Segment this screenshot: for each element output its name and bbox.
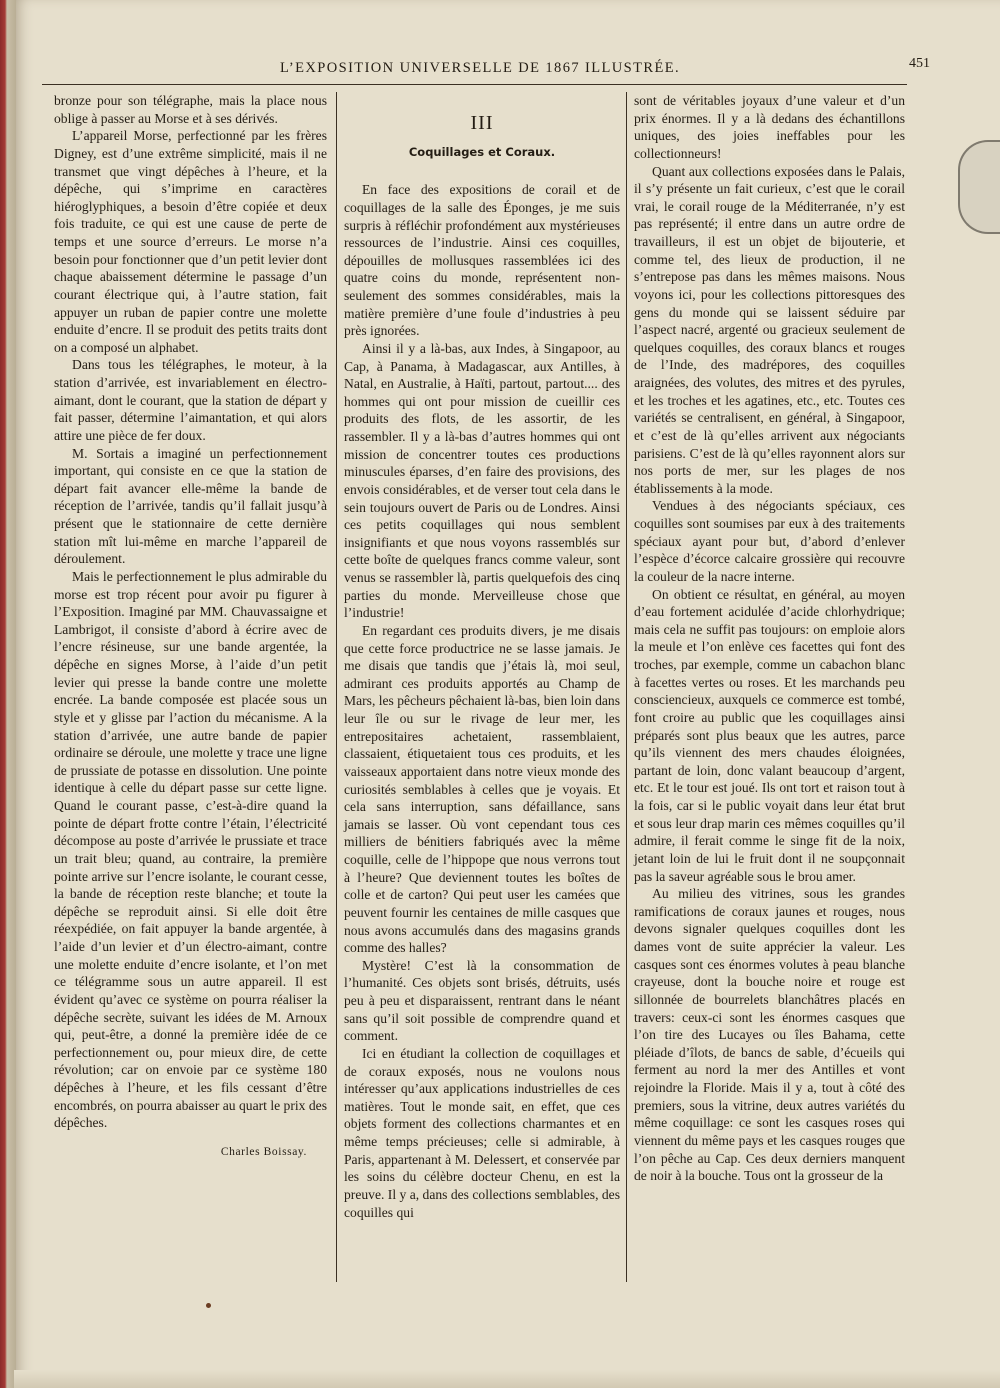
ink-dot (206, 1303, 211, 1308)
page-header (40, 56, 930, 78)
column-2 (344, 92, 620, 1221)
header-rule (42, 84, 907, 85)
section-title: Coquillages et Coraux. (408, 144, 556, 159)
paragraph: En face des expositions de corail et de coquillages de la salle des Éponges, je me suis surpris à réfléchir profondément aux mystérieuses ressources de l’industrie. Ainsi ces coquilles, dépouilles de mollusques rassemblées ici des quatre coins du monde, représentent non-seulement des sommes considérables, mais la matière première d’une foule d’industries à peu près ignorées. (344, 182, 620, 339)
paragraph: sont de véritables joyaux d’une valeur et d’un prix énormes. Il y a là dedans des échantillons uniques, des joies ineffables pour les collectionneurs! (634, 93, 905, 161)
paragraph: Dans tous les télégraphes, le moteur, à la station d’arrivée, est invariablement en électro-aimant, dont le courant, que la station de départ y fait passer, détermine l’aimantation, et qui alors attire une pièce de fer doux. (54, 357, 327, 443)
binding-clip (958, 140, 1000, 234)
column-3 (634, 92, 905, 1185)
author-signature: Charles Boissay. (220, 1145, 307, 1158)
paragraph: L’appareil Morse, perfectionné par les frères Digney, est d’une extrême simplicité, mais il ne transmet que vingt dépêches à l’heure, et la dépêche, qui s’imprime en caractères hiéroglyphiques, a besoin d’être copiée et deux fois traduite, ce qui est une cause de perte de temps et une source d’erreurs. Le morse n’a besoin pour fonctionner que d’un petit levier dont chaque abaissement détermine le passage d’un courant électrique qui, à l’autre station, fait appuyer un ruban de papier contre une molette enduite d’encre. Il se produit des petits traits dont on a composé un alphabet. (54, 128, 327, 355)
paragraph: Mais le perfectionnement le plus admirable du morse est trop récent pour avoir pu figurer à l’Exposition. Imaginé par MM. Chauvassaigne et Lambrigot, il consiste d’abord à écrire avec de l’encre résineuse, sur une bande argentée, la dépêche en signes Morse, à l’aide d’un petit levier qui presse la bande contre une molette encrée. La bande composée est placée sous un style et y glisse par l’action du mécanisme. A la station d’arrivée, une autre bande de papier ordinaire se déroule, une molette y trace une ligne de prussiate de potasse en dissolution. Une pointe identique à celle du départ passe sur cette ligne. Quand le courant passe, c’est-à-dire quand la pointe de départ frotte contre l’étain, l’électricité décompose au poste d’arrivée le prussiate et trace un trait bleu; quand, au contraire, la première pointe arrive sur l’encre isolante, le courant cesse, la bande de réception reste blanche; et toute la dépêche se reproduit ainsi. Si elle doit être réexpédiée, on fait appuyer la bande argentée, à l’aide d’un levier et d’un électro-aimant, contre une molette enduite d’encre isolante, et l’on met ce télégramme sous un autre appareil. Il est évident qu’avec ce système on pourra réaliser la dépêche secrète, suivant les idées de M. Arnoux qui, peut-être, a donné la première idée de ce perfectionnement ou, pour mieux dire, de cette révolution; car on envoie par ce système 180 dépêches à l’heure, et les fils cessant d’être encombrés, on pourra abaisser au quart le prix des dépêches. (54, 568, 327, 1131)
paragraph: Quant aux collections exposées dans le Palais, il s’y présente un fait curieux, c’est que le corail vrai, le corail rouge de la Méditerranée, n’y est pas représenté; il entre dans un autre ordre de travailleurs, il est un objet de bijouterie, et comme tel, des lieux de production, il ne s’entrepose pas dans les mêmes maisons. Nous voyons ici, pour les collections pittoresques des gens du monde qui se laissent séduire par l’aspect nacré, argenté ou gracieux seulement de quelques coquilles, des coraux blancs et rouges de l’Inde, des madrépores, des coquilles araignées, des volutes, des mitres et des pyrules, et les troches et les agatines, etc., etc. Toutes ces variétés se centralisent, en général, à Singapoor, et c’est de là qu’elles arrivent aux négociants parisiens. C’est de là qu’elles rayonnent alors sur nos ports de mer, sur les plages de nos établissements à la mode. (634, 163, 905, 496)
column-1 (54, 92, 327, 1162)
paragraph: Ainsi il y a là-bas, aux Indes, à Singapoor, au Cap, à Panama, à Madagascar, aux Antilles, à Natal, en Australie, à Haïti, partout, partout.... des hommes qui ont pour mission de cueillir ces produits des flots, de les assortir, de les rassembler. Il y a là-bas d’autres hommes qui ont mission de concentrer toutes ces productions minuscules éparses, d’en faire des provisions, des envois considérables, et de verser tout cela dans le sein toujours ouvert de Paris ou de Londres. Ainsi ces petits coquillages qui nous semblent insignifiants et que nous voyons rassemblés sur cette boîte de quelques francs comme valeur, sont venus se rassembler là, partis quelquefois des cinq parties du monde. Merveilleuse chose que l’industrie! (344, 340, 620, 621)
page-bottom-edge (14, 1370, 1000, 1388)
paragraph: Ici en étudiant la collection de coquillages et de coraux exposés, nous ne voulons nous intéresser qu’aux applications industrielles de ces matières. Tout le monde sait, en effet, que ces objets forment des collections charmantes et en même temps précieuses; celle si admirable, à Paris, appartenant à M. Delessert, et conservée par les soins du célèbre docteur Chenu, en est la preuve. Il y a, dans des collections semblables, des coquilles qui (344, 1045, 620, 1220)
paragraph: En regardant ces produits divers, je me disais que cette force productrice ne se lasse jamais. Je me disais que tandis que j’étais là, moi seul, admirant ces produits apportés au Champ de Mars, les pêcheurs pêchaient là-bas, bien loin dans leur île ou sur le rivage de leur mer, les entrepositaires achetaient, rassemblaient, classaient, étiquetaient tous ces produits, et les vaisseaux apportaient dans notre vieux monde des curiosités semblables à celles que je voyais. Et cela sans interruption, sans défaillance, sans jamais se lasser. Où vont cependant tous ces milliers de bénitiers fabriqués avec la même coquille, celle de l’hippope que nous verrons tout à l’heure? Que deviennent toutes les boîtes de colle et de carton? Qui peut user les camées que peuvent fournir les centaines de mille casques que nous avons accumulés dans des magasins grands comme des halles? (344, 622, 620, 956)
paragraph: On obtient ce résultat, en général, au moyen d’eau fortement acidulée d’acide chlorhydrique; mais cela ne suffit pas toujours: on emploie alors la meule et l’on enlève ces facettes qui font des troches, par exemple, comme un cabachon blanc à facettes vertes ou roses. Et les marchands peu consciencieux, auxquels ce commerce est tombé, font croire au public que les coquillages ainsi préparés sont plus beaux que les autres, parce qu’ils viennent des mers chaudes éloignées, partant de loin, donc valant beaucoup d’argent, etc. Et le tour est joué. Ils ont tort et raison tout à la fois, car si le public voyait dans leur état brut et sous leur drap marin ces mêmes coquilles qu’il admire, il ferait comme le singe fit de la noix, jetant loin de lui le fruit dont il ne soupçonnait pas la saveur agréable sous le brou amer. (634, 586, 905, 884)
column-divider (336, 92, 337, 1282)
paragraph: bronze pour son télégraphe, mais la place nous oblige à passer au Morse et à ses dérivés. (54, 93, 327, 126)
section-number: III (470, 112, 494, 134)
column-divider (626, 92, 627, 1282)
paragraph: Mystère! C’est là la consommation de l’humanité. Ces objets sont brisés, détruits, usés peu à peu et disparaissent, rentrant dans le néant sans qu’il soit possible de comprendre quand et comment. (344, 957, 620, 1044)
binding-edge (0, 0, 16, 1388)
paragraph: Vendues à des négociants spéciaux, ces coquilles sont soumises par eux à des traitements spéciaux ayant pour but, d’abord d’enlever l’espèce d’écorce calcaire grossière qui recouvre la couleur de la nacre interne. (634, 498, 905, 584)
paragraph: Au milieu des vitrines, sous les grandes ramifications de coraux jaunes et rouges, nous devons signaler quelques coquilles dont les dames vont de suite apprécier la valeur. Les casques sont ces énormes volutes à peau blanche crayeuse, dont la bouche noire et rouge est sillonnée de bourrelets blanchâtres placés en travers: ceux-ci sont les énormes casques que l’on tire des Lucayes ou îles Bahama, cette pléiade d’îlots, de bancs de sable, d’écueils qui ferment au nord la mer des Antilles et vont rejoindre la Floride. Mais il y a, tout à côté des premiers, sous la vitrine, deux autres variétés du même coquillage: ce sont les casques roses qui viennent du même pays et les casques rouges que l’on pêche au Cap. Ces deux derniers manquent de noir à la bouche. Tous ont la grosseur de la (634, 886, 905, 1184)
running-title: L’EXPOSITION UNIVERSELLE DE 1867 ILLUSTRÉE. (280, 60, 680, 76)
paragraph: M. Sortais a imaginé un perfectionnement important, qui consiste en ce que la station de départ fait avancer elle-même la bande de réception de l’arrivée, tandis qu’il fallait jusqu’à présent que le stationnaire de cette dernière station mît lui-même en marche l’appareil de déroulement. (54, 445, 327, 567)
page-number: 451 (909, 56, 930, 71)
